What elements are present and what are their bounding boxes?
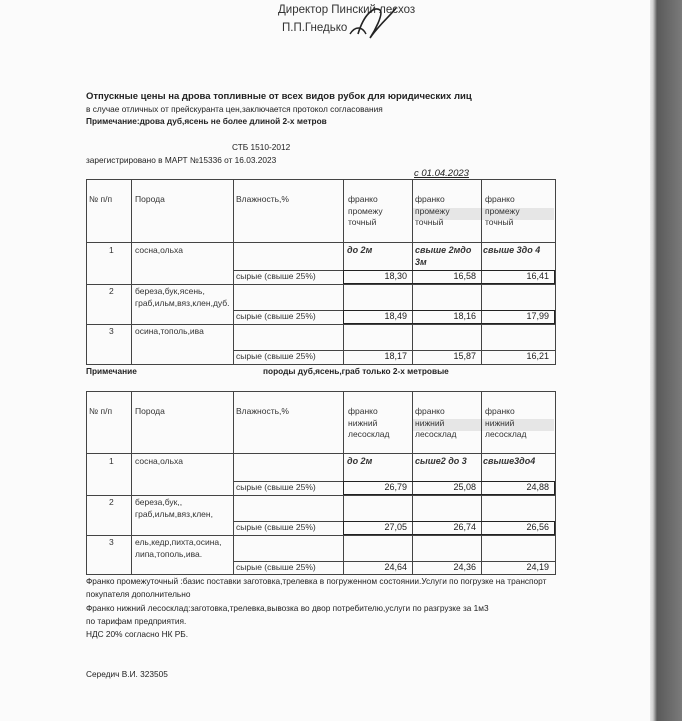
row-3-species: ель,кедр,пихта,осина, липа,тополь,ива. <box>135 537 222 559</box>
header-number: № п/п <box>89 406 113 416</box>
row-3-price-3: 24,19 <box>526 562 549 572</box>
row-1-moisture: сырые (свыше 25%) <box>236 271 316 281</box>
director-title: Директор Пинский лесхоз <box>278 4 416 16</box>
row-2-price-3: 26,56 <box>526 522 549 532</box>
length-label-1: до 2м <box>347 245 373 255</box>
row-2-price-3: 17,99 <box>526 311 549 321</box>
row-1-species: сосна,ольха <box>135 456 183 466</box>
footer-line-1: Франко промежуточный :базис поставки заготовка,трелевка в погруженном состоянии.Услуги по погрузке на транспорт <box>86 576 547 586</box>
row-2-price-1: 27,05 <box>384 522 407 532</box>
header-col-1: франко промежу точный <box>348 194 383 227</box>
wood-length-note: Примечание:дрова дуб,ясень не более длиной 2-х метров <box>86 116 327 126</box>
document-subtitle: в случае отличных от прейскуранта цен,заключается протокол согласования <box>86 104 383 114</box>
header-col-2: франко нижний лесосклад <box>415 406 457 439</box>
row-3-price-1: 18,17 <box>384 351 407 361</box>
header-col-2: франко промежу точный <box>415 194 450 227</box>
row-1-number: 1 <box>109 245 114 255</box>
footer-line-3: Франко нижний лесосклад:заготовка,трелевка,вывозка во двор потребителю,услуги по разгрузке за 1м3 <box>86 603 489 613</box>
signer-name: П.П.Гнедько <box>282 22 348 34</box>
price-table-lower-depot <box>86 391 556 575</box>
row-3-price-2: 24,36 <box>453 562 476 572</box>
row-3-moisture: сырые (свыше 25%) <box>236 351 316 361</box>
length-label-3: свыше 3до 4 <box>483 245 541 255</box>
length-label-2: сыше2 до 3 <box>415 456 467 466</box>
standard-number: СТБ 1510-2012 <box>232 142 291 152</box>
row-2-number: 2 <box>109 497 114 507</box>
row-2-price-1: 18,49 <box>384 311 407 321</box>
note-text: породы дуб,ясень,граб только 2-х метровые <box>263 366 449 376</box>
length-label-2: свыше 2мдо 3м <box>415 245 472 267</box>
row-1-price-3: 24,88 <box>526 482 549 492</box>
row-3-price-1: 24,64 <box>384 562 407 572</box>
row-1-price-2: 16,58 <box>453 271 476 281</box>
footer-line-2: покупателя дополнительно <box>86 589 191 599</box>
registration-line: зарегистрировано в МАРТ №15336 от 16.03.2023 <box>86 155 277 165</box>
row-1-price-3: 16,41 <box>526 271 549 281</box>
header-moisture: Влажность,% <box>236 194 289 204</box>
row-3-price-2: 15,87 <box>453 351 476 361</box>
author-line: Середич В.И. 323505 <box>86 669 168 679</box>
header-moisture: Влажность,% <box>236 406 289 416</box>
row-2-price-2: 26,74 <box>453 522 476 532</box>
row-1-moisture: сырые (свыше 25%) <box>236 482 316 492</box>
row-2-number: 2 <box>109 286 114 296</box>
footer-line-5: НДС 20% согласно НК РБ. <box>86 629 189 639</box>
length-label-1: до 2м <box>347 456 373 466</box>
row-2-price-2: 18,16 <box>453 311 476 321</box>
row-2-moisture: сырые (свыше 25%) <box>236 311 316 321</box>
header-col-3: франко нижний лесосклад <box>485 406 527 439</box>
row-3-species: осина,тополь,ива <box>135 326 204 336</box>
row-3-number: 3 <box>109 326 114 336</box>
header-species: Порода <box>135 194 165 204</box>
row-2-species: береза,бук,ясень, граб,ильм,вяз,клен,дуб. <box>135 286 230 308</box>
row-3-number: 3 <box>109 537 114 547</box>
note-label: Примечание <box>86 366 137 376</box>
row-3-moisture: сырые (свыше 25%) <box>236 562 316 572</box>
footer-line-4: по тарифам предприятия. <box>86 616 187 626</box>
price-table-intermediate <box>86 179 556 365</box>
effective-date: с 01.04.2023 <box>414 168 469 179</box>
length-label-3: свыше3до4 <box>483 456 536 466</box>
header-number: № п/п <box>89 194 113 204</box>
document-title: Отпускные цены на дрова топливные от всех видов рубок для юридических лиц <box>86 91 472 102</box>
header-col-3: франко промежу точный <box>485 194 520 227</box>
row-3-price-3: 16,21 <box>526 351 549 361</box>
header-col-1: франко нижний лесосклад <box>348 406 390 439</box>
row-2-moisture: сырые (свыше 25%) <box>236 522 316 532</box>
header-species: Порода <box>135 406 165 416</box>
row-2-species: береза,бук,, граб,ильм,вяз,клен, <box>135 497 213 519</box>
row-1-species: сосна,ольха <box>135 245 183 255</box>
row-1-price-2: 25,08 <box>453 482 476 492</box>
scan-edge <box>650 0 682 721</box>
row-1-price-1: 26,79 <box>384 482 407 492</box>
row-1-number: 1 <box>109 456 114 466</box>
row-1-price-1: 18,30 <box>384 271 407 281</box>
